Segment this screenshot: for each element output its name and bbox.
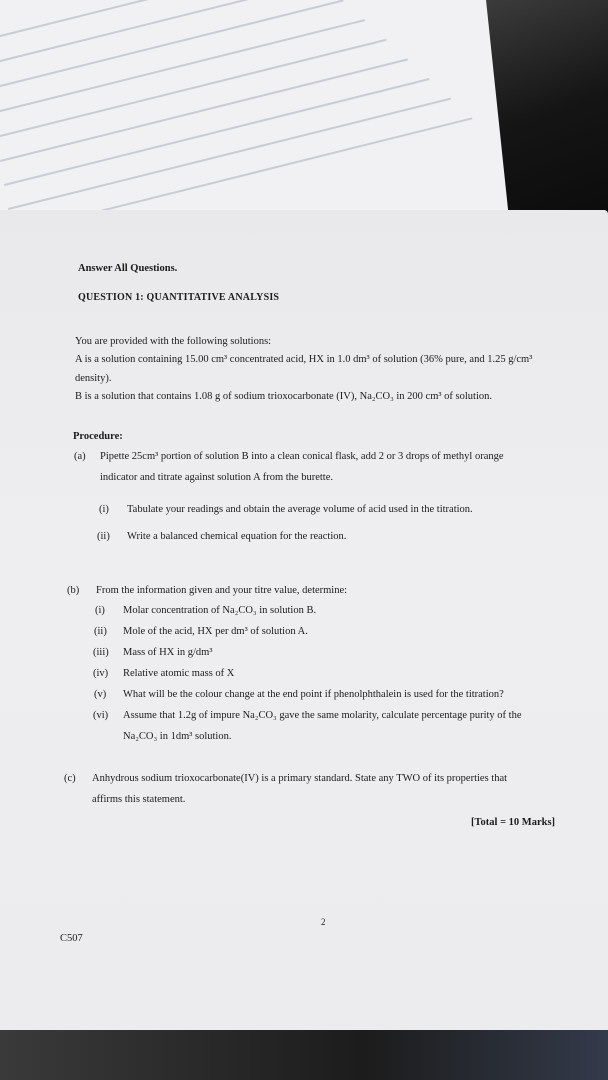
- b-item-text: Relative atomic mass of X: [123, 668, 235, 679]
- part-c-label: (c): [64, 773, 76, 784]
- b-item-vi-continued: Na₂CO₃ in 1dm³ solution.: [123, 731, 232, 742]
- b-item-text: Mass of HX in g/dm³: [123, 647, 213, 658]
- part-a-label: (a): [74, 451, 86, 462]
- page-number: 2: [321, 917, 326, 927]
- b-item-num: (v): [94, 689, 107, 700]
- a-item-text: Tabulate your readings and obtain the average volume of acid used in the titration.: [127, 504, 473, 515]
- part-a-line-1: Pipette 25cm³ portion of solution B into a clean conical flask, add 2 or 3 drops of methyl orange: [100, 451, 504, 462]
- b-item-text: Molar concentration of Na₂CO₃ in solution B.: [123, 605, 317, 616]
- procedure-heading: Procedure:: [73, 431, 123, 442]
- intro-provided: You are provided with the following solutions:: [75, 336, 272, 347]
- b-item-num: (iii): [93, 647, 109, 658]
- part-b-intro: From the information given and your titre value, determine:: [96, 585, 348, 596]
- total-marks: [Total = 10 Marks]: [471, 817, 556, 828]
- b-item-num: (iv): [93, 668, 109, 679]
- b-item-num: (i): [95, 605, 105, 616]
- solution-a-line-1: A is a solution containing 15.00 cm³ concentrated acid, HX in 1.0 dm³ of solution (36% pure, and 1.25 g/cm³: [75, 354, 533, 365]
- a-item-num: (i): [99, 504, 109, 515]
- b-item-text: Assume that 1.2g of impure Na₂CO₃ gave the same molarity, calculate percentage purity of the: [123, 710, 522, 721]
- b-item-text: What will be the colour change at the end point if phenolphthalein is used for the titration?: [123, 689, 504, 700]
- part-a-line-2: indicator and titrate against solution A from the burette.: [100, 472, 333, 483]
- solution-b: B is a solution that contains 1.08 g of sodium trioxocarbonate (IV), Na₂CO₃ in 200 cm³ of solution.: [75, 391, 492, 402]
- paper-code: C507: [60, 933, 83, 944]
- part-c-line-1: Anhydrous sodium trioxocarbonate(IV) is a primary standard. State any TWO of its properties that: [92, 773, 508, 784]
- b-item-num: (ii): [94, 626, 107, 637]
- b-item-num: (vi): [93, 710, 109, 721]
- a-item-num: (ii): [97, 531, 110, 542]
- part-c-line-2: affirms this statement.: [92, 794, 186, 805]
- a-item-text: Write a balanced chemical equation for the reaction.: [127, 531, 347, 542]
- instruction-heading: Answer All Questions.: [78, 263, 178, 274]
- part-b-label: (b): [67, 585, 80, 596]
- question-title: QUESTION 1: QUANTITATIVE ANALYSIS: [78, 292, 280, 303]
- b-item-text: Mole of the acid, HX per dm³ of solution A.: [123, 626, 308, 637]
- background-table-edge: [0, 1030, 608, 1080]
- solution-a-line-2: density).: [75, 373, 112, 384]
